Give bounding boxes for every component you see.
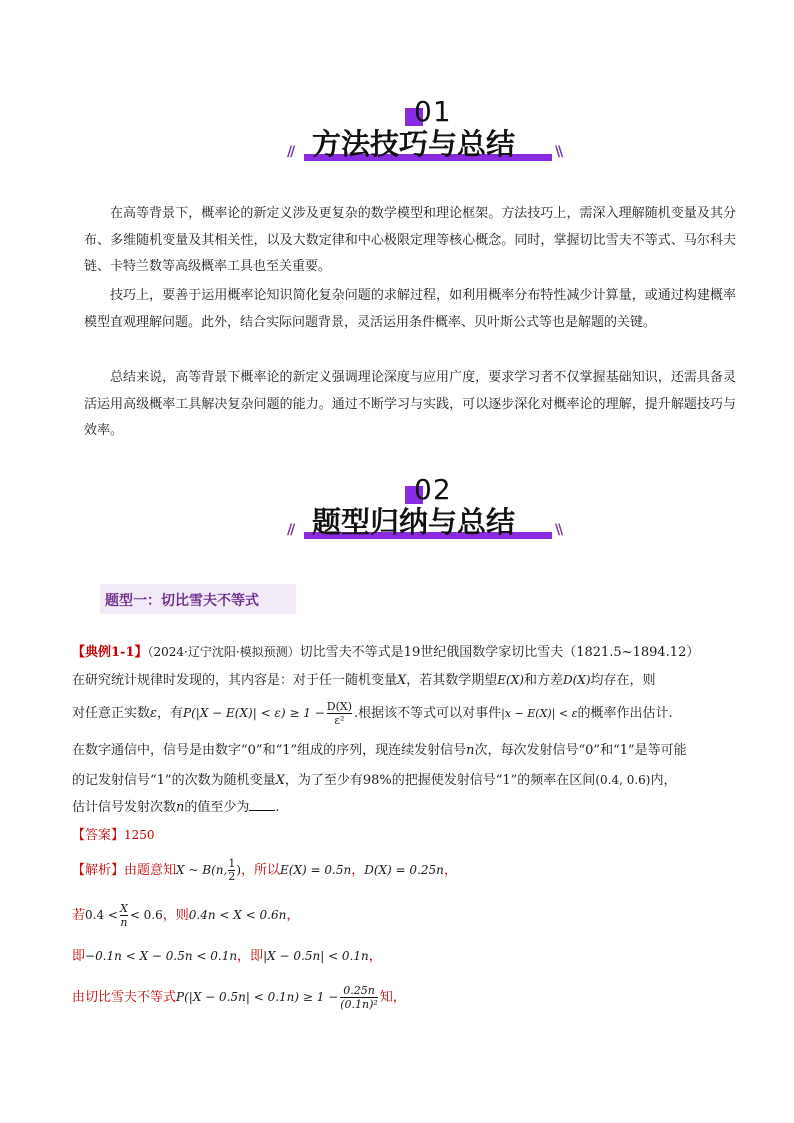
fraction: $\frac{1}{2}$ <box>228 857 236 883</box>
example-line-5: 的记发射信号“1”的次数为随机变量X，为了至少有98%的把握使发射信号“1”的频率在区间(0.4, 0.6)内， <box>72 773 677 788</box>
analysis-line-2: 若0.4 < $\frac{X}{n}$ < 0.6，则0.4n < X < 0.6n， <box>72 902 300 929</box>
left-slash-decor: // <box>287 144 294 160</box>
left-slash-decor: // <box>287 522 294 538</box>
example-line-1: 【典例1-1】（2024·辽宁沈阳·模拟预测）切比雪夫不等式是19世纪俄国数学家切比雪夫（1821.5~1894.12） <box>72 645 700 660</box>
paragraph-2: 技巧上，要善于运用概率论知识简化复杂问题的求解过程，如利用概率分布特性减少计算量，或通过构建概率模型直观理解问题。此外，结合实际问题背景，灵活运用条件概率、贝叶斯公式等也是解题的关键。 <box>84 288 736 330</box>
section-header-02 <box>0 474 794 554</box>
example-tag: 【典例1-1】 <box>72 645 148 660</box>
analysis-line-1: 【解析】由题意知X ~ B(n, $\frac{1}{2}$ )，所以E(X) = 0.5n，D(X) = 0.25n， <box>72 857 457 883</box>
answer-value: 1250 <box>124 828 155 842</box>
section-title: 题型归纳与总结 <box>312 505 516 539</box>
answer-blank <box>249 798 275 811</box>
example-line-4: 在数字通信中，信号是由数字“0”和“1”组成的序列，现连续发射信号n次，每次发射信号“0”和“1”是等可能 <box>72 743 687 758</box>
question-type-label: 题型一：切比雪夫不等式 <box>105 593 259 609</box>
paragraph-1: 在高等背景下，概率论的新定义涉及更复杂的数学模型和理论框架。方法技巧上，需深入理解随机变量及其分布、多维随机变量及其相关性，以及大数定律和中心极限定理等核心概念。同时，掌握切比雪夫不等式、马尔科夫链、卡特兰数等高级概率工具也至关重要。 <box>84 206 736 274</box>
right-slash-decor: \\ <box>555 522 562 538</box>
section-number: 01 <box>414 95 452 128</box>
answer-tag: 【答案】 <box>72 828 125 843</box>
fraction: $\frac{D(X)}{\text{ε²}}$ <box>326 700 352 727</box>
analysis-line-3: 即−0.1n < X − 0.5n < 0.1n，即|X − 0.5n| < 0.1n， <box>72 949 382 964</box>
analysis-tag: 【解析】 <box>72 863 125 878</box>
analysis-line-4: 由切比雪夫不等式P(|X − 0.5n| < 0.1n) ≥ 1 − $\frac{0.25n}{\text{(0.1n)²}}$ 知， <box>72 984 406 1011</box>
fraction: $\frac{0.25n}{\text{(0.1n)²}}$ <box>340 984 378 1011</box>
example-line-6: 估计信号发射次数n的值至少为 . <box>72 800 280 815</box>
section-number: 02 <box>414 473 452 506</box>
fraction: $\frac{X}{n}$ <box>119 902 128 929</box>
example-line-2: 在研究统计规律时发现的，其内容是：对于任一随机变量X，若其数学期望E(X)和方差D(X)均存在，则 <box>72 673 656 688</box>
section-header-01 <box>0 96 794 176</box>
answer-line <box>72 825 155 846</box>
paragraph-3: 总结来说，高等背景下概率论的新定义强调理论深度与应用广度，要求学习者不仅掌握基础知识，还需具备灵活运用高级概率工具解决复杂问题的能力。通过不断学习与实践，可以逐步深化对概率论的理解，提升解题技巧与效率。 <box>84 370 736 438</box>
example-line-3: 对任意正实数ε，有P(|X − E(X)| < ε) ≥ 1 − $\frac{D(X)}{\text{ε²}}$ .根据该不等式可以对事件|x − E(X)| < ε的概率作出估计. <box>72 700 673 727</box>
section-title: 方法技巧与总结 <box>312 127 516 161</box>
right-slash-decor: \\ <box>555 144 562 160</box>
